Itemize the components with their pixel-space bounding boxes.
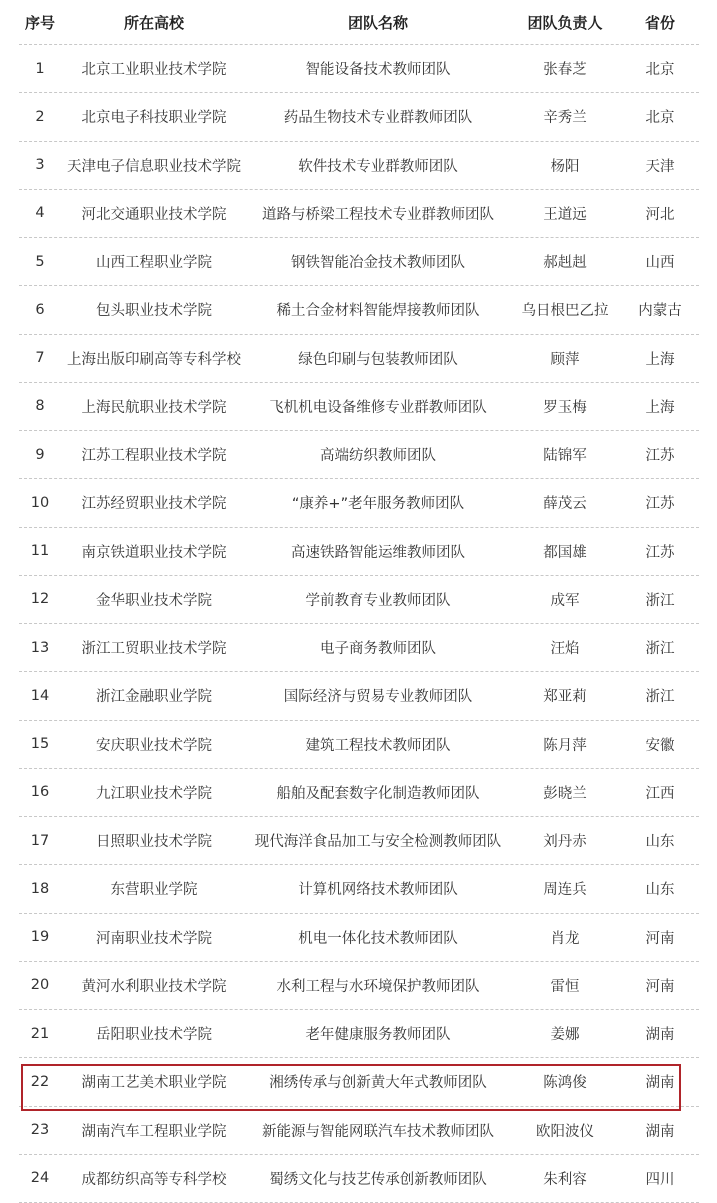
table-row xyxy=(19,238,699,286)
table-row xyxy=(19,817,699,865)
cell-province: 上海 xyxy=(645,399,675,416)
cell-province: 山东 xyxy=(645,834,675,851)
cell-index: 13 xyxy=(30,639,50,656)
table-row xyxy=(19,1107,699,1155)
cell-province: 四川 xyxy=(645,1171,675,1188)
cell-province: 山东 xyxy=(645,882,675,899)
cell-province: 安徽 xyxy=(645,737,675,754)
cell-leader: 郝赳赳 xyxy=(543,255,587,272)
cell-team-name: 道路与桥梁工程技术专业群教师团队 xyxy=(262,206,494,223)
cell-team-name: 计算机网络技术教师团队 xyxy=(298,882,458,899)
table-row xyxy=(19,1010,699,1058)
cell-index: 23 xyxy=(30,1122,50,1139)
cell-index: 19 xyxy=(30,929,50,946)
cell-leader: 顾萍 xyxy=(550,351,580,368)
cell-province: 北京 xyxy=(645,62,675,79)
cell-leader: 陈月萍 xyxy=(543,737,587,754)
table-row xyxy=(19,286,699,334)
cell-leader: 郑亚莉 xyxy=(543,689,587,706)
cell-team-name: 高端纺织教师团队 xyxy=(320,448,436,465)
cell-index: 21 xyxy=(30,1025,50,1042)
cell-team-name: 软件技术专业群教师团队 xyxy=(298,158,458,175)
table-row xyxy=(19,962,699,1010)
cell-team-name: 机电一体化技术教师团队 xyxy=(298,930,458,947)
cell-school: 九江职业技术学院 xyxy=(96,785,212,802)
cell-school: 北京电子科技职业学院 xyxy=(81,110,227,127)
table-row xyxy=(19,721,699,769)
cell-school: 黄河水利职业技术学院 xyxy=(81,978,227,995)
cell-leader: 乌日根巴乙拉 xyxy=(521,303,609,320)
cell-index: 10 xyxy=(30,494,50,511)
cell-team-name: 绿色印刷与包装教师团队 xyxy=(298,351,458,368)
cell-school: 安庆职业技术学院 xyxy=(96,737,212,754)
cell-leader: 陆锦军 xyxy=(543,448,587,465)
cell-team-name: 智能设备技术教师团队 xyxy=(305,62,451,79)
cell-school: 岳阳职业技术学院 xyxy=(96,1027,212,1044)
cell-index: 24 xyxy=(30,1170,50,1187)
cell-school: 成都纺织高等专科学校 xyxy=(81,1171,227,1188)
cell-team-name: 国际经济与贸易专业教师团队 xyxy=(283,689,473,706)
cell-school: 包头职业技术学院 xyxy=(96,303,212,320)
cell-school: 上海民航职业技术学院 xyxy=(81,399,227,416)
cell-leader: 欧阳波仪 xyxy=(536,1123,594,1140)
cell-province: 湖南 xyxy=(645,1123,675,1140)
header-team-name: 团队名称 xyxy=(347,13,408,32)
table-row xyxy=(19,914,699,962)
cell-team-name: 学前教育专业教师团队 xyxy=(305,592,451,609)
cell-province: 内蒙古 xyxy=(638,303,682,320)
cell-leader: 成军 xyxy=(550,592,580,609)
cell-leader: 朱利容 xyxy=(543,1171,587,1188)
table-row xyxy=(19,1058,699,1106)
cell-team-name: 电子商务教师团队 xyxy=(320,641,436,658)
cell-index: 3 xyxy=(35,157,45,174)
cell-school: 河北交通职业技术学院 xyxy=(81,206,227,223)
cell-province: 江苏 xyxy=(645,544,675,561)
cell-school: 湖南汽车工程职业学院 xyxy=(81,1123,227,1140)
cell-school: 湖南工艺美术职业学院 xyxy=(81,1075,227,1092)
cell-team-name: 稀土合金材料智能焊接教师团队 xyxy=(276,303,480,320)
table-row xyxy=(19,383,699,431)
cell-province: 湖南 xyxy=(645,1027,675,1044)
cell-index: 20 xyxy=(30,977,50,994)
cell-leader: 罗玉梅 xyxy=(543,399,587,416)
table-row xyxy=(19,624,699,672)
cell-index: 6 xyxy=(35,301,45,318)
cell-school: 浙江金融职业学院 xyxy=(96,689,212,706)
cell-province: 上海 xyxy=(645,351,675,368)
cell-school: 天津电子信息职业技术学院 xyxy=(67,158,241,175)
cell-team-name: 飞机机电设备维修专业群教师团队 xyxy=(269,399,487,416)
cell-team-name: 药品生物技术专业群教师团队 xyxy=(283,110,473,127)
cell-leader: 彭晓兰 xyxy=(543,785,587,802)
cell-province: 山西 xyxy=(645,255,675,272)
cell-leader: 王道远 xyxy=(543,206,587,223)
cell-team-name: 湘绣传承与创新黄大年式教师团队 xyxy=(269,1075,487,1092)
cell-index: 15 xyxy=(30,736,50,753)
cell-index: 18 xyxy=(30,880,50,897)
cell-school: 江苏工程职业技术学院 xyxy=(81,448,227,465)
cell-school: 江苏经贸职业技术学院 xyxy=(81,496,227,513)
cell-school: 北京工业职业技术学院 xyxy=(81,62,227,79)
table-header xyxy=(19,0,699,45)
cell-province: 浙江 xyxy=(645,592,675,609)
cell-school: 东营职业学院 xyxy=(110,882,198,899)
cell-province: 江苏 xyxy=(645,448,675,465)
cell-school: 河南职业技术学院 xyxy=(96,930,212,947)
cell-team-name: 高速铁路智能运维教师团队 xyxy=(291,544,465,561)
cell-leader: 雷恒 xyxy=(550,978,580,995)
cell-province: 河北 xyxy=(645,206,675,223)
table-row xyxy=(19,142,699,190)
cell-leader: 辛秀兰 xyxy=(543,110,587,127)
cell-leader: 肖龙 xyxy=(550,930,580,947)
cell-leader: 薛茂云 xyxy=(543,496,587,513)
header-index: 序号 xyxy=(24,13,55,32)
cell-leader: 周连兵 xyxy=(543,882,587,899)
cell-leader: 张春芝 xyxy=(543,62,587,79)
cell-leader: 杨阳 xyxy=(550,158,580,175)
table-body xyxy=(19,45,699,1203)
header-leader: 团队负责人 xyxy=(527,13,603,32)
table-row xyxy=(19,479,699,527)
cell-team-name: 水利工程与水环境保护教师团队 xyxy=(276,978,480,995)
cell-province: 河南 xyxy=(645,978,675,995)
cell-team-name: “康养+”老年服务教师团队 xyxy=(291,496,465,513)
cell-leader: 刘丹赤 xyxy=(543,834,587,851)
table-row xyxy=(19,335,699,383)
cell-province: 河南 xyxy=(645,930,675,947)
header-province: 省份 xyxy=(644,13,675,32)
cell-province: 湖南 xyxy=(645,1075,675,1092)
cell-team-name: 蜀绣文化与技艺传承创新教师团队 xyxy=(269,1171,487,1188)
cell-index: 7 xyxy=(35,350,45,367)
header-school: 所在高校 xyxy=(123,13,184,32)
cell-index: 5 xyxy=(35,253,45,270)
table-row xyxy=(19,672,699,720)
cell-province: 北京 xyxy=(645,110,675,127)
cell-index: 17 xyxy=(30,832,50,849)
cell-index: 11 xyxy=(30,543,50,560)
cell-school: 上海出版印刷高等专科学校 xyxy=(67,351,241,368)
cell-index: 8 xyxy=(35,398,45,415)
table-row xyxy=(19,431,699,479)
cell-index: 12 xyxy=(30,591,50,608)
cell-team-name: 老年健康服务教师团队 xyxy=(305,1027,451,1044)
cell-team-name: 钢铁智能冶金技术教师团队 xyxy=(291,255,465,272)
cell-leader: 陈鸿俊 xyxy=(543,1075,587,1092)
table-row xyxy=(19,190,699,238)
cell-team-name: 现代海洋食品加工与安全检测教师团队 xyxy=(254,834,502,851)
cell-leader: 都国雄 xyxy=(543,544,587,561)
cell-index: 9 xyxy=(35,446,45,463)
cell-leader: 姜娜 xyxy=(550,1027,580,1044)
table-row xyxy=(19,865,699,913)
cell-school: 山西工程职业学院 xyxy=(96,255,212,272)
cell-province: 浙江 xyxy=(645,641,675,658)
cell-index: 16 xyxy=(30,784,50,801)
cell-index: 14 xyxy=(30,687,50,704)
table-row xyxy=(19,528,699,576)
cell-team-name: 新能源与智能网联汽车技术教师团队 xyxy=(262,1123,494,1140)
cell-school: 南京铁道职业技术学院 xyxy=(81,544,227,561)
table-row xyxy=(19,1155,699,1203)
cell-team-name: 建筑工程技术教师团队 xyxy=(305,737,451,754)
table-row xyxy=(19,45,699,93)
cell-school: 日照职业技术学院 xyxy=(96,834,212,851)
cell-school: 浙江工贸职业技术学院 xyxy=(81,641,227,658)
table-row xyxy=(19,576,699,624)
cell-province: 江西 xyxy=(645,785,675,802)
cell-leader: 汪焰 xyxy=(550,641,580,658)
cell-school: 金华职业技术学院 xyxy=(96,592,212,609)
cell-index: 1 xyxy=(35,60,45,77)
teams-table xyxy=(19,0,699,1203)
cell-index: 2 xyxy=(35,108,45,125)
cell-index: 4 xyxy=(35,205,45,222)
cell-province: 天津 xyxy=(645,158,675,175)
table-row xyxy=(19,93,699,141)
cell-team-name: 船舶及配套数字化制造教师团队 xyxy=(276,785,480,802)
cell-index: 22 xyxy=(30,1073,50,1090)
cell-province: 江苏 xyxy=(645,496,675,513)
cell-province: 浙江 xyxy=(645,689,675,706)
table-row xyxy=(19,769,699,817)
